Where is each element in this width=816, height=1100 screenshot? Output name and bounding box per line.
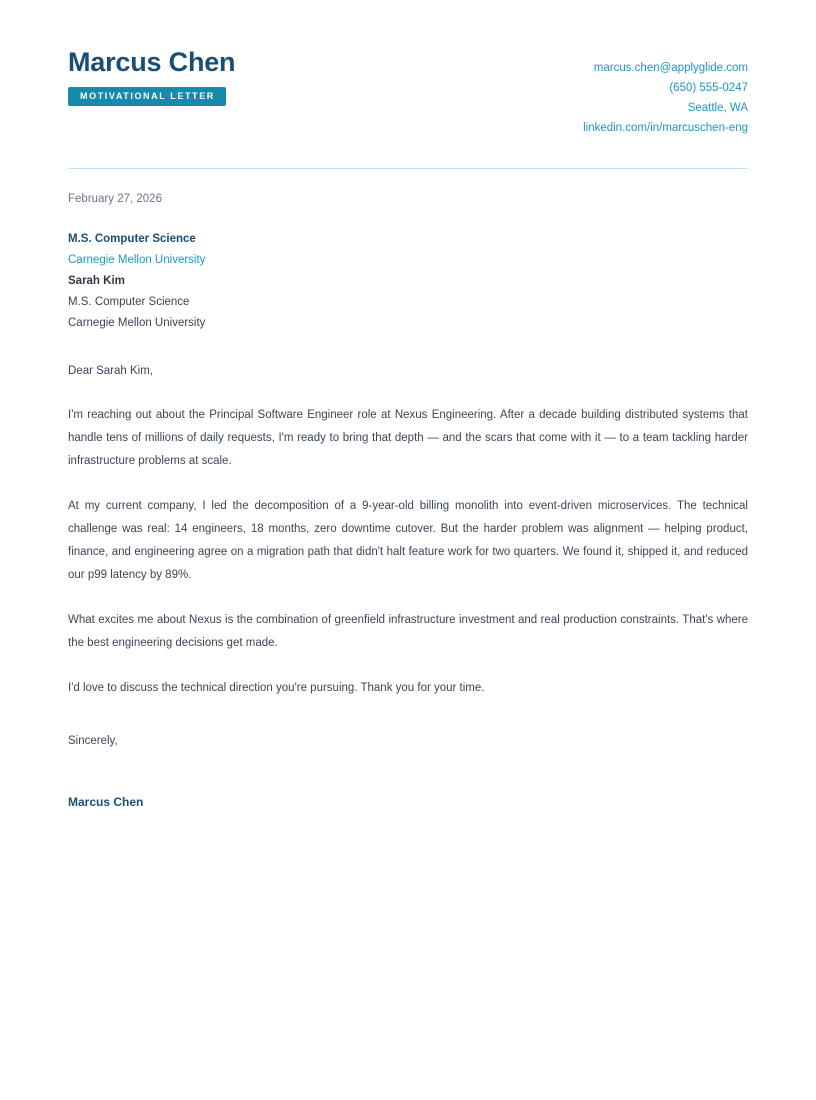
- recipient-name: Sarah Kim: [68, 275, 125, 287]
- document-type-badge: MOTIVATIONAL LETTER: [68, 87, 226, 106]
- recipient-program: M.S. Computer Science: [68, 233, 196, 245]
- letter-signature: Marcus Chen: [68, 795, 144, 809]
- contact-block: [583, 48, 748, 138]
- letter-paragraph-3: What excites me about Nexus is the combination of greenfield infrastructure investment and real production constraints. That's where the best engineering decisions get made.: [68, 614, 748, 649]
- recipient-institution: Carnegie Mellon University: [68, 254, 206, 266]
- contact-email[interactable]: marcus.chen@applyglide.com: [593, 62, 748, 74]
- letter-date: February 27, 2026: [68, 193, 162, 205]
- letter-paragraph-1: I'm reaching out about the Principal Software Engineer role at Nexus Engineering. After a decade building distributed systems that handle tens of millions of daily requests, I'm ready to bring that depth — and the scars that come with it — to a team tackling harder infrastructure problems at scale.: [68, 409, 748, 467]
- letter-salutation: Dear Sarah Kim,: [68, 365, 154, 377]
- contact-location: Seattle, WA: [687, 102, 748, 114]
- identity-block: [68, 48, 235, 106]
- letter-paragraph-2: At my current company, I led the decomposition of a 9-year-old billing monolith into event-driven microservices. The technical challenge was real: 14 engineers, 18 months, zero downtime cutover. But the harder problem was alignment — helping product, finance, and engineering agree on a migration path that didn't halt feature work for two quarters. We found it, shipped it, and reduced our p99 latency by 89%.: [68, 500, 748, 581]
- recipient-institution-secondary: Carnegie Mellon University: [68, 317, 206, 329]
- contact-linkedin[interactable]: linkedin.com/in/marcuschen-eng: [583, 122, 748, 134]
- letter-header: [68, 0, 748, 138]
- letter-sheet: [68, 0, 748, 811]
- letter-paragraph-4: I'd love to discuss the technical direction you're pursuing. Thank you for your time.: [68, 682, 485, 694]
- letter-closing: Sincerely,: [68, 735, 118, 747]
- contact-phone[interactable]: (650) 555-0247: [669, 82, 748, 94]
- page-title: Marcus Chen: [68, 47, 236, 77]
- recipient-block: [68, 229, 748, 334]
- header-divider: [68, 168, 748, 169]
- recipient-program-secondary: M.S. Computer Science: [68, 296, 190, 308]
